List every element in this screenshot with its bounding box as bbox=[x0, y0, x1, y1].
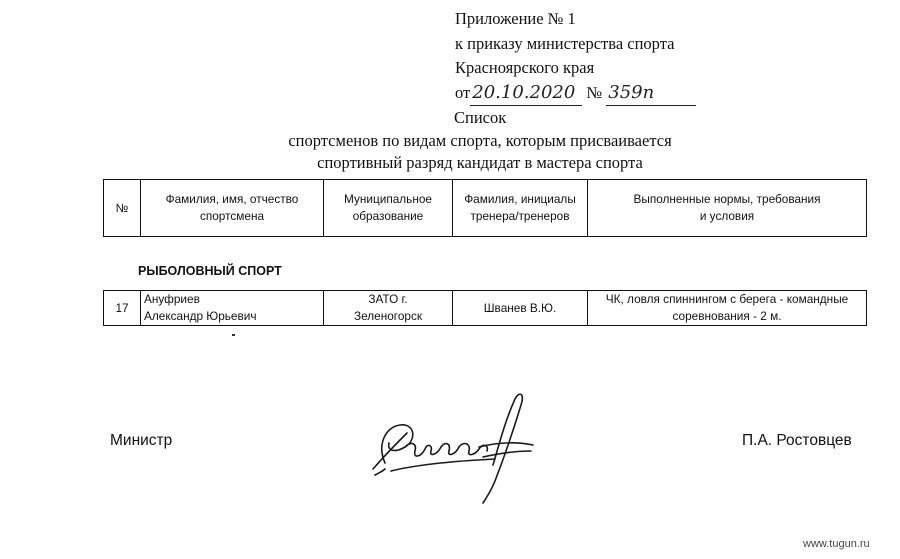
header-mun-line1: Муниципальное bbox=[344, 192, 432, 206]
header-coach bbox=[453, 180, 588, 237]
appendix-block bbox=[455, 7, 696, 106]
list-subtitle-1: спортсменов по видам спорта, которым присваивается bbox=[288, 131, 672, 150]
number-label: № bbox=[586, 82, 603, 102]
row-coach: Шванев В.Ю. bbox=[453, 291, 588, 326]
header-norms-line2: и условия bbox=[699, 209, 755, 223]
from-label: от bbox=[455, 82, 471, 102]
header-name bbox=[141, 180, 324, 237]
row-name-line2: Александр Юрьевич bbox=[144, 309, 257, 323]
order-date: 20.10.2020 bbox=[470, 81, 582, 107]
row-norms-line1: ЧК, ловля спиннингом с берега - командные bbox=[605, 292, 849, 306]
header-coach-line2: тренера/тренеров bbox=[470, 209, 570, 223]
header-municipality bbox=[324, 180, 453, 237]
row-num: 17 bbox=[104, 291, 141, 326]
header-coach-line1: Фамилия, инициалы bbox=[464, 192, 576, 206]
header-norms bbox=[588, 180, 867, 237]
signatory-name: П.А. Ростовцев bbox=[742, 432, 852, 449]
row-name-line1: Ануфриев bbox=[144, 292, 200, 306]
header-name-line2: спортсмена bbox=[199, 209, 265, 223]
row-municipality bbox=[324, 291, 453, 326]
appendix-order-line: к приказу министерства спорта bbox=[455, 33, 675, 53]
header-table bbox=[103, 179, 867, 237]
handwritten-signature bbox=[355, 385, 555, 515]
appendix-region-line: Красноярского края bbox=[455, 58, 595, 77]
data-table bbox=[103, 290, 867, 326]
order-number: 359п bbox=[606, 81, 696, 107]
scan-speck bbox=[232, 334, 235, 336]
section-heading: РЫБОЛОВНЫЙ СПОРТ bbox=[138, 264, 282, 278]
row-norms-line2: соревнования - 2 м. bbox=[672, 309, 782, 323]
table-row bbox=[104, 291, 867, 326]
list-title: Список bbox=[454, 108, 507, 127]
row-norms bbox=[588, 291, 867, 326]
site-watermark: www.tugun.ru bbox=[803, 538, 870, 550]
list-subtitle-2: спортивный разряд кандидат в мастера спорта bbox=[317, 153, 643, 172]
appendix-date-line bbox=[455, 81, 696, 107]
row-name bbox=[141, 291, 324, 326]
header-num: № bbox=[104, 180, 141, 237]
appendix-number: Приложение № 1 bbox=[455, 9, 576, 28]
signatory-position: Министр bbox=[110, 432, 173, 449]
header-norms-line1: Выполненные нормы, требования bbox=[633, 192, 821, 206]
row-mun-line2: Зеленогорск bbox=[353, 309, 423, 323]
row-mun-line1: ЗАТО г. bbox=[368, 292, 408, 306]
header-mun-line2: образование bbox=[352, 209, 424, 223]
header-name-line1: Фамилия, имя, отчество bbox=[165, 192, 299, 206]
